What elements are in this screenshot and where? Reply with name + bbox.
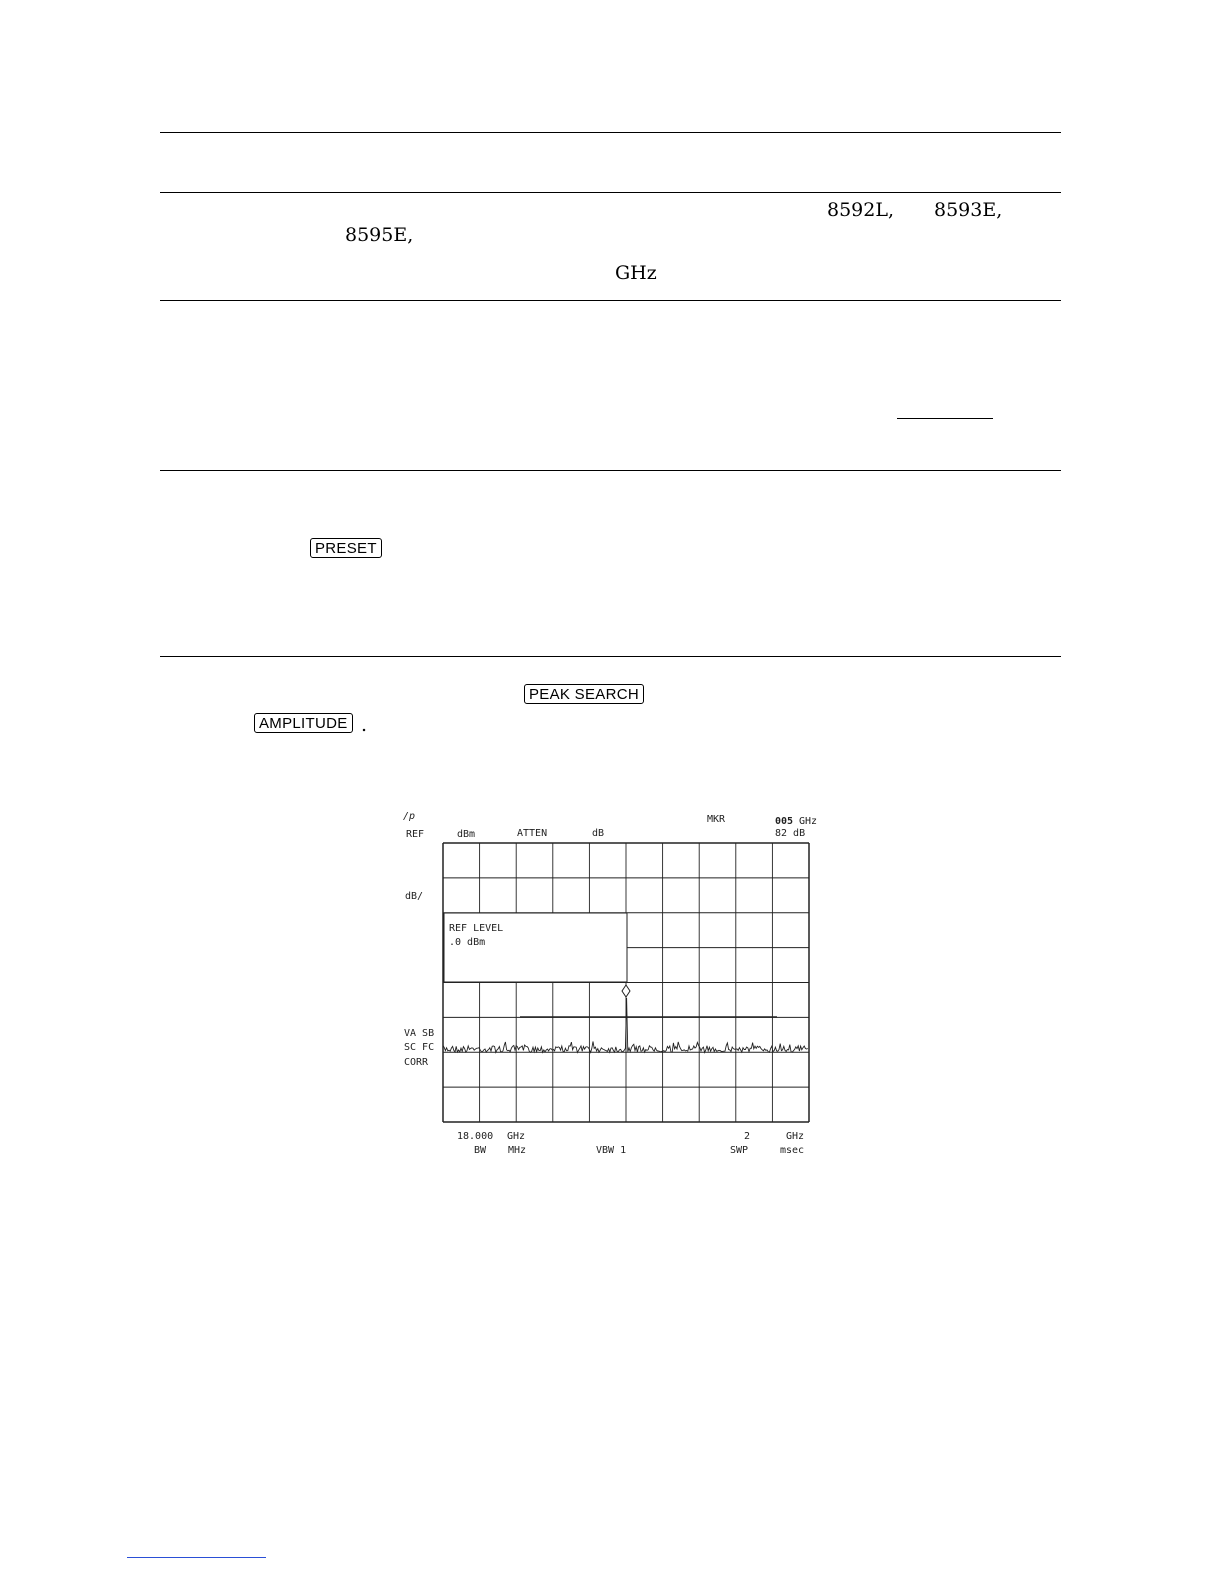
preset-key[interactable]: PRESET <box>310 538 382 558</box>
marker-diamond-icon <box>622 985 630 997</box>
sweep-unit: msec <box>780 1145 805 1156</box>
marker-amplitude: 82 dB <box>775 828 806 839</box>
ref-label: REF <box>406 829 425 840</box>
corner-mark: /p <box>403 811 416 822</box>
peak-search-key[interactable]: PEAK SEARCH <box>524 684 644 704</box>
bandwidth-unit: MHz <box>508 1145 527 1156</box>
marker-label: MKR <box>707 814 726 825</box>
sweep-label: SWP <box>730 1145 749 1156</box>
marker-frequency: 005 <box>775 816 794 827</box>
stop-frequency: 2 <box>744 1131 751 1142</box>
stop-frequency-unit: GHz <box>786 1131 805 1142</box>
marker-frequency-unit: GHz <box>799 816 818 827</box>
spectrum-trace <box>443 998 808 1053</box>
frequency-unit: GHz <box>615 262 657 284</box>
footer-link-rule <box>127 1557 266 1558</box>
scale-label: dB/ <box>405 891 424 902</box>
annotation-va-sb: VA SB <box>404 1028 435 1039</box>
model-8595e: 8595E, <box>345 224 414 246</box>
annotation-sc-fc: SC FC <box>404 1042 435 1053</box>
amplitude-period: . <box>361 714 368 736</box>
popup-value: .0 dBm <box>449 937 486 948</box>
amplitude-key[interactable]: AMPLITUDE <box>254 713 353 733</box>
atten-label: ATTEN <box>517 828 548 839</box>
model-8593e: 8593E, <box>934 199 1003 221</box>
start-frequency: 18.000 <box>457 1131 494 1142</box>
start-frequency-unit: GHz <box>507 1131 526 1142</box>
popup-title: REF LEVEL <box>449 923 504 934</box>
video-bandwidth-label: VBW 1 <box>596 1145 627 1156</box>
atten-unit: dB <box>592 828 605 839</box>
annotation-corr: CORR <box>404 1057 429 1068</box>
bandwidth-label: BW <box>474 1145 487 1156</box>
ref-unit: dBm <box>457 829 476 840</box>
model-8592l: 8592L, <box>827 199 895 221</box>
